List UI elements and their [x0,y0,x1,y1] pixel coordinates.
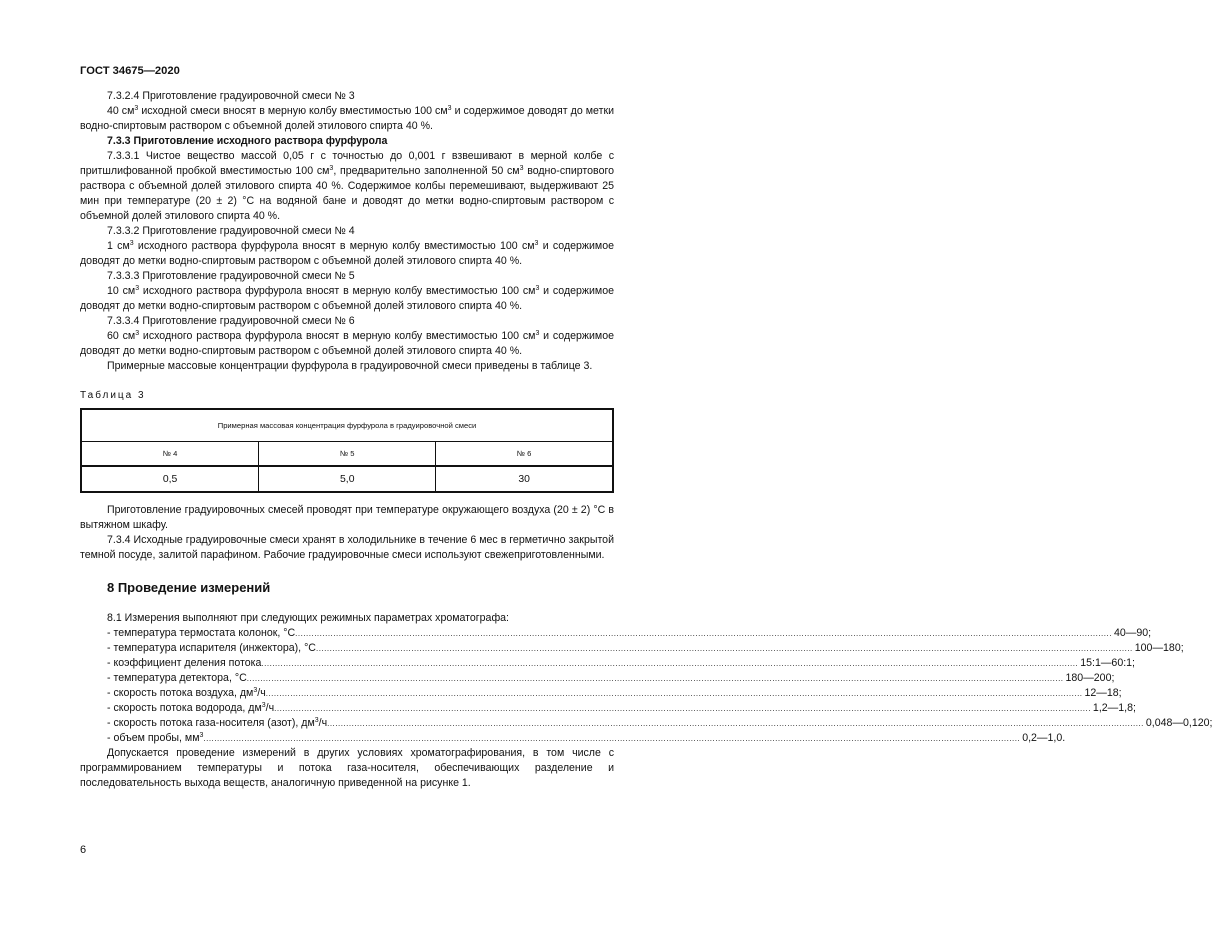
text-part: /ч [318,717,328,729]
parameter-label [107,686,266,701]
superscript: 3 [261,702,266,709]
alternative-conditions-note: Допускается проведение измерений в других условиях хроматографирования, в том числе с программированием температуры и потока газа-носителя, обеспечивающих разделение и последовательность выхода веществ, аналогичную приведенной на рисунке 1. [80,747,614,789]
parameter-value: 0,048—0,120; [1145,717,1213,729]
parameter-row [80,626,1152,641]
dot-leader: ............................................................................................................................................................................................................................................................................................................ [327,719,1144,728]
clause-7-3-3-2-heading: 7.3.3.2 Приготовление градуировочной смеси № 4 [107,225,355,237]
parameter-row [80,716,1213,731]
document-header: ГОСТ 34675—2020 [80,65,180,77]
superscript: 3 [535,330,540,337]
text-part: исходного раствора фурфурола вносят в мерную колбу вместимостью 100 см [139,330,536,342]
text-part: - температура детектора, °С [107,672,247,684]
table-caption: Таблица 3 [80,390,146,401]
parameter-value: 100—180; [1134,642,1184,654]
text-part: - температура термостата колонок, °С [107,627,296,639]
dot-leader: ............................................................................................................................................................................................................................................................................................................ [265,689,1083,698]
text-part: исходного раствора фурфурола вносят в мерную колбу вместимостью 100 см [139,285,536,297]
parameter-row [80,671,1115,686]
section-8-title: 8 Проведение измерений [107,580,271,595]
text-part: - скорость потока водорода, дм [107,702,262,714]
text-part: и содержимое доводят до метки водно-спиртовым раствором с объемной долей этилового спирта 40 %. [80,240,614,267]
text-part: - скорость потока газа-носителя (азот), дм [107,717,315,729]
parameter-row [80,731,1066,746]
preparation-conditions-text: Приготовление градуировочных смесей проводят при температуре окружающего воздуха (20 ± 2) °С в вытяжном шкафу. [80,504,614,531]
clause-7-3-4-text: 7.3.4 Исходные градуировочные смеси хранят в холодильнике в течение 6 мес в герметично закрытой темной посуде, залитой парафином. Рабочие градуировочные смеси используют свежеприготовленными. [80,534,614,561]
clause-7-3-3-4-text [80,329,614,359]
superscript: 3 [129,240,134,247]
superscript: 3 [135,330,140,337]
dot-leader: ............................................................................................................................................................................................................................................................................................................ [295,629,1112,638]
superscript: 3 [535,285,540,292]
clause-8-1-intro: 8.1 Измерения выполняют при следующих режимных параметрах хроматографа: [107,612,509,624]
parameter-label [107,656,261,671]
dot-leader: ............................................................................................................................................................................................................................................................................................................ [261,659,1079,668]
dot-leader: ............................................................................................................................................................................................................................................................................................................ [315,644,1133,653]
text-part: 1 см [107,240,130,252]
table-columns-row [81,442,613,467]
parameter-row [80,656,1135,671]
parameter-label [107,701,274,716]
parameter-label [107,641,316,656]
table-column-header: № 5 [259,442,436,467]
parameter-value: 180—200; [1065,672,1115,684]
approx-concentrations-text: Примерные массовые концентрации фурфурола в градуировочной смеси приведены в таблице 3. [107,360,593,372]
dot-leader: ............................................................................................................................................................................................................................................................................................................ [203,734,1021,743]
clause-7-3-3-3-text [80,284,614,314]
parameter-label [107,716,327,731]
superscript: 3 [447,105,452,112]
text-part: 7.3.3.1 Чистое вещество массой 0,05 г с точностью до 0,001 г взвешивают в мерной колбе с притшлифованной пробкой вместимостью 100 см [80,150,614,177]
dot-leader: ............................................................................................................................................................................................................................................................................................................ [246,674,1064,683]
text-part: и содержимое доводят до метки водно-спиртовым раствором с объемной долей этилового спирта 40 %. [80,285,614,312]
clause-7-3-3-1-text [80,149,614,224]
table-column-header: № 4 [81,442,259,467]
text-part: - температура испарителя (инжектора), °С [107,642,316,654]
page-number: 6 [80,844,87,856]
table-header-row [81,409,613,442]
text-part: , предварительно заполненной 50 см [333,165,520,177]
table-cell: 0,5 [81,466,259,492]
parameter-row [80,641,1184,656]
page-content [80,89,1213,791]
text-part: /ч [257,687,266,699]
parameter-value: 1,2—1,8; [1092,702,1136,714]
table-cell: 30 [436,466,613,492]
parameter-value: 40—90; [1113,627,1152,639]
parameters-list [80,626,1213,746]
superscript: 3 [519,165,524,172]
text-part: исходного раствора фурфурола вносят в мерную колбу вместимостью 100 см [133,240,535,252]
text-part: /ч [265,702,275,714]
text-part: - коэффициент деления потока [107,657,262,669]
text-part: 40 см [107,105,135,117]
table-column-header: № 6 [436,442,613,467]
parameter-label [107,626,295,641]
dot-leader: ............................................................................................................................................................................................................................................................................................................ [274,704,1091,713]
text-part: - скорость потока воздуха, дм [107,687,254,699]
text-part: 10 см [107,285,136,297]
superscript: 3 [534,240,539,247]
parameter-value: 0,2—1,0. [1022,732,1066,744]
text-part: и содержимое доводят до метки водно-спиртовым раствором с объемной долей этилового спирта 40 %. [80,330,614,357]
table-row [81,466,613,492]
clause-7-3-3-2-text [80,239,614,269]
superscript: 3 [134,105,139,112]
parameter-row [80,701,1136,716]
clause-7-3-2-4-heading: 7.3.2.4 Приготовление градуировочной смеси № 3 [107,90,355,102]
text-part: и содержимое доводят до метки водно-спиртовым раствором с объемной долей этилового спирта 40 %. [80,105,614,132]
parameter-label [107,671,247,686]
parameter-label [107,731,203,746]
superscript: 3 [199,732,204,739]
superscript: 3 [135,285,140,292]
text-part: исходной смеси вносят в мерную колбу вместимостью 100 см [138,105,448,117]
parameter-value: 15:1—60:1; [1080,657,1135,669]
superscript: 3 [329,165,334,172]
superscript: 3 [253,687,258,694]
text-part: водно-спиртового раствора с объемной долей этилового спирта 40 %. Содержимое колбы перемешивают, выдерживают 25 мин при температуре (20 ± 2) °С на водяной бане и доводят до метки водно-спиртовым раствором с объемной долей этилового спирта 40 %. [80,165,614,222]
parameter-row [80,686,1122,701]
clause-7-3-3-4-heading: 7.3.3.4 Приготовление градуировочной смеси № 6 [107,315,355,327]
superscript: 3 [314,717,319,724]
table-header-cell: Примерная массовая концентрация фурфурола в градуировочной смеси [81,409,613,442]
parameter-value: 12—18; [1084,687,1122,699]
text-part: - объем пробы, мм [107,732,200,744]
clause-7-3-3-title: 7.3.3 Приготовление исходного раствора фурфурола [107,135,388,147]
clause-7-3-3-3-heading: 7.3.3.3 Приготовление градуировочной смеси № 5 [107,270,355,282]
clause-7-3-2-4-text [80,104,614,134]
table-3 [80,408,614,493]
text-part: 60 см [107,330,136,342]
table-cell: 5,0 [259,466,436,492]
